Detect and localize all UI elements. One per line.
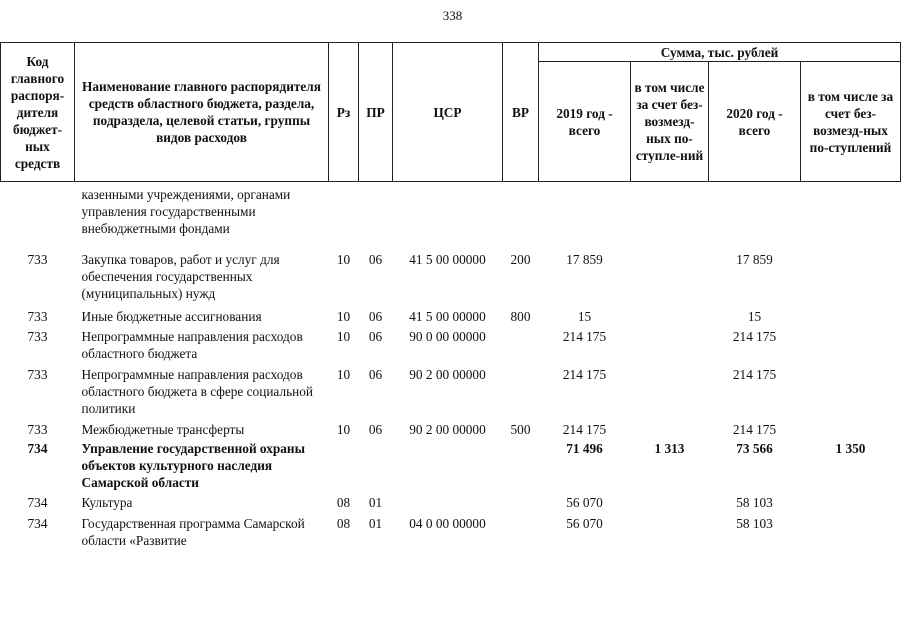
cell-2020-grants — [801, 491, 901, 511]
cell-pr: 06 — [368, 329, 383, 344]
table-body — [1, 182, 901, 550]
cell-2019-grants — [631, 325, 709, 362]
cell-2020-total: 214 175 — [732, 329, 777, 344]
cell-2019-total: 71 496 — [566, 441, 603, 456]
cell-2020-grants — [801, 362, 901, 417]
cell-rz: 10 — [336, 422, 351, 437]
cell-2020-total: 214 175 — [732, 367, 777, 382]
cell-2019-total: 56 070 — [566, 516, 603, 531]
cell-csr: 41 5 00 00000 — [409, 252, 486, 267]
cell-vr: 800 — [510, 309, 531, 324]
cell-2020-total: 17 859 — [736, 252, 773, 267]
cell-csr — [393, 491, 503, 511]
cell-csr: 90 0 00 00000 — [409, 329, 486, 344]
cell-2019-grants: 1 313 — [654, 441, 685, 456]
cell-2020-total — [709, 182, 801, 238]
cell-csr: 04 0 00 00000 — [409, 516, 486, 531]
table-row — [1, 491, 901, 511]
cell-2020-grants — [801, 325, 901, 362]
header-2019-grants: в том числе за счет без-возмезд-ных по-ступле-ний — [631, 62, 709, 182]
cell-vr: 500 — [510, 422, 531, 437]
cell-rz: 10 — [336, 329, 351, 344]
cell-rz: 10 — [336, 252, 351, 267]
cell-pr: 06 — [368, 309, 383, 324]
budget-table — [0, 42, 901, 549]
header-pr: ПР — [359, 43, 393, 182]
cell-pr: 06 — [368, 252, 383, 267]
cell-2019-total: 17 859 — [566, 252, 603, 267]
cell-rz — [329, 182, 359, 238]
cell-2019-total: 214 175 — [562, 422, 607, 437]
table-row — [1, 237, 901, 302]
cell-2019-total: 214 175 — [562, 329, 607, 344]
cell-2019-grants — [631, 182, 709, 238]
cell-name: Закупка товаров, работ и услуг для обеспечения государственных (муниципальных) нужд — [81, 252, 280, 301]
cell-2020-total: 58 103 — [736, 495, 773, 510]
cell-pr — [359, 182, 393, 238]
cell-2019-grants — [631, 302, 709, 325]
cell-2019-total: 56 070 — [566, 495, 603, 510]
cell-2019-grants — [631, 237, 709, 302]
cell-name: Культура — [81, 495, 133, 510]
cell-2020-grants — [801, 302, 901, 325]
cell-pr: 01 — [368, 495, 383, 510]
cell-2020-total: 15 — [747, 309, 762, 324]
cell-vr — [503, 362, 539, 417]
cell-code: 734 — [27, 441, 48, 456]
table-row — [1, 302, 901, 325]
cell-name: Государственная программа Самарской области «Развитие — [81, 516, 305, 548]
cell-rz: 08 — [336, 516, 351, 531]
cell-name: Иные бюджетные ассигнования — [81, 309, 262, 324]
cell-code: 734 — [27, 495, 48, 510]
header-code: Код главного распоря-дителя бюджет-ных средств — [1, 43, 75, 182]
cell-rz: 08 — [336, 495, 351, 510]
cell-name: Непрограммные направления расходов областного бюджета в сфере социальной политики — [81, 367, 314, 416]
cell-2020-grants — [801, 237, 901, 302]
cell-csr — [393, 182, 503, 238]
cell-code: 733 — [27, 367, 48, 382]
cell-pr: 06 — [368, 367, 383, 382]
header-csr: ЦСР — [393, 43, 503, 182]
header-rz: Рз — [329, 43, 359, 182]
header-sum: Сумма, тыс. рублей — [539, 43, 901, 62]
cell-2020-total: 58 103 — [736, 516, 773, 531]
cell-vr — [503, 182, 539, 238]
header-2020-grants: в том числе за счет без-возмезд-ных по-ступлений — [801, 62, 901, 182]
header-name: Наименование главного распорядителя средств областного бюджета, раздела, подраздела, целевой статьи, группы видов расходов — [75, 43, 329, 182]
cell-csr: 90 2 00 00000 — [409, 422, 486, 437]
cell-vr — [503, 491, 539, 511]
cell-code: 733 — [27, 252, 48, 267]
cell-csr: 90 2 00 00000 — [409, 367, 486, 382]
cell-vr — [503, 511, 539, 549]
cell-2019-grants — [631, 491, 709, 511]
cell-2020-grants — [801, 182, 901, 238]
header-vr: ВР — [503, 43, 539, 182]
cell-vr — [503, 325, 539, 362]
table-row — [1, 182, 901, 238]
table-row — [1, 417, 901, 438]
cell-2019-grants — [631, 362, 709, 417]
cell-csr — [393, 438, 503, 491]
cell-code: 733 — [27, 422, 48, 437]
cell-csr: 41 5 00 00000 — [409, 309, 486, 324]
cell-vr — [503, 438, 539, 491]
cell-rz: 10 — [336, 367, 351, 382]
cell-pr: 06 — [368, 422, 383, 437]
table-row — [1, 511, 901, 549]
cell-2020-total: 214 175 — [732, 422, 777, 437]
cell-name: казенными учреждениями, органами управления государственными внебюджетными фондами — [81, 187, 291, 236]
cell-2020-total: 73 566 — [736, 441, 773, 456]
cell-code: 734 — [27, 516, 48, 531]
page-number: 338 — [442, 8, 463, 23]
table-row — [1, 325, 901, 362]
cell-code: 733 — [27, 329, 48, 344]
cell-2019-grants — [631, 511, 709, 549]
cell-pr: 01 — [368, 516, 383, 531]
cell-2019-total: 214 175 — [562, 367, 607, 382]
cell-vr: 200 — [510, 252, 531, 267]
cell-pr — [359, 438, 393, 491]
cell-rz — [329, 438, 359, 491]
cell-2019-total — [539, 182, 631, 238]
cell-code: 733 — [27, 309, 48, 324]
cell-2020-grants: 1 350 — [835, 441, 866, 456]
cell-2019-grants — [631, 417, 709, 438]
header-2019-total: 2019 год - всего — [539, 62, 631, 182]
cell-rz: 10 — [336, 309, 351, 324]
table-header — [1, 43, 901, 182]
cell-name: Непрограммные направления расходов областного бюджета — [81, 329, 303, 361]
cell-code — [1, 182, 75, 238]
table-row — [1, 438, 901, 491]
cell-2020-grants — [801, 417, 901, 438]
cell-name: Управление государственной охраны объектов культурного наследия Самарской области — [81, 441, 305, 490]
cell-2020-grants — [801, 511, 901, 549]
cell-name: Межбюджетные трансферты — [81, 422, 245, 437]
cell-2019-total: 15 — [577, 309, 592, 324]
table-row — [1, 362, 901, 417]
header-2020-total: 2020 год - всего — [709, 62, 801, 182]
